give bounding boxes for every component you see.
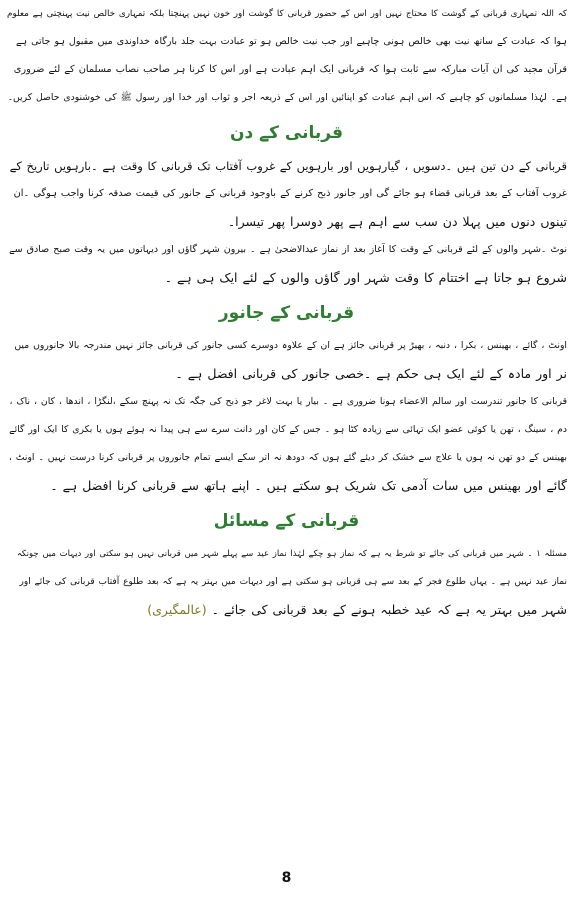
text-line: مسئلہ ۱ ۔ شہر میں قربانی کی جائے تو شرط یہ ہے کہ نماز ہو چکے لہٰذا نماز عید سے پہلے شہر میں قربانی نہیں ہو سکتی اور دیہات میں چونکہ — [16, 549, 567, 559]
intro-line: ہوا کہ عبادت کے ساتھ نیت بھی خالص ہونی چاہیے اور جب نیت خالص ہو تو عبادت بہت جلد بارگاہ خداوندی میں مقبول ہو جاتی ہے — [15, 36, 567, 47]
paragraph — [6, 332, 567, 388]
paragraph — [6, 152, 567, 236]
text-line: نوٹ ۔شہر والوں کے لئے قربانی کے وقت کا آغاز بعد از نماز عیدالاضحیٰ ہے ۔ بیرون شہر گاؤں اور دیہاتوں میں یہ وقت صبح صادق سے — [9, 244, 567, 255]
page-content — [6, 0, 567, 624]
text-line: دم ، سینگ ، تھن یا کوئی عضو ایک تہائی سے زیادہ کٹا ہو ۔ جس کے کان اور دانت سرے سے ہی پیدا نہ ہوئے ہوں یا بکری کا ایک اور گائے — [9, 424, 567, 435]
text-line: قربانی کے دن تین ہیں ۔دسویں ، گیارہویں اور بارہویں کے غروب آفتاب تک قربانی کا وقت ہے ۔بارہویں تاریخ کے — [9, 159, 567, 173]
text-line: نماز عید نہیں ہے ۔ یہاں طلوع فجر کے بعد سے ہی قربانی ہو سکتی ہے اور دیہات میں بہتر یہ ہے کہ بعد طلوع آفتاب قربانی کی جائے اور — [19, 577, 567, 587]
text-line: گائے اور بھینس میں سات آدمی تک شریک ہو سکتے ہیں ۔ اپنے ہاتھ سے قربانی کرنا افضل ہے ۔ — [50, 478, 567, 493]
intro-line: کہ اللہ تمہاری قربانی کے گوشت کا محتاج نہیں اور اس کے حضور قربانی کا گوشت اور خون نہیں پہنچتا بلکہ تمہاری خالص نیت پہنچتی ہے معلوم — [7, 9, 567, 19]
section-heading-qurbani-days: قربانی کے دن — [230, 123, 343, 143]
page-number: 8 — [281, 870, 292, 886]
intro-line: ہے۔ لہٰذا مسلمانوں کو چاہیے کہ اس اہم عبادت کو اپنائیں اور اس کے ذریعہ اجر و ثواب اور خدا اور رسول ﷺ کی خوشنودی حاصل کریں۔ — [7, 92, 567, 103]
text-line: غروب آفتاب کے بعد قربانی قضاء ہو جائے گی اور جانور ذبح کرنے کے باوجود قربانی کے جانور کی قیمت صدقہ کرنا واجب ہوگی ۔ان — [13, 188, 567, 199]
text-line: تینوں دنوں میں پہلا دن سب سے اہم ہے پھر دوسرا پھر تیسرا۔ — [227, 214, 567, 229]
intro-paragraph — [6, 0, 567, 112]
section-heading-qurbani-animals: قربانی کے جانور — [218, 303, 355, 323]
text-line: قربانی کا جانور تندرست اور سالم الاعضاء ہونا ضروری ہے ۔ بیار یا بہت لاغر جو ذبح کی جگہ تک نہ پہنچ سکے ،لنگڑا ، اندھا ، کان ، ناک ، — [9, 396, 567, 407]
text-line: اونٹ ، گائے ، بھینس ، بکرا ، دنبہ ، بھیڑ پر قربانی جائز ہے ان کے علاوہ دوسرے کسی جانور کی قربانی جائز نہیں مندرجہ بالا جانوروں میں — [14, 340, 567, 351]
text-line — [6, 596, 567, 624]
last-line-text: شہر میں بہتر یہ ہے کہ عید خطبہ ہونے کے بعد قربانی کی جائے ۔ — [211, 602, 567, 617]
note-paragraph — [6, 236, 567, 292]
intro-line: قرآن مجید کی ان آیات مبارکہ سے ثابت ہوا کہ قربانی ایک اہم عبادت ہے اور اس کا کرنا ہر صاحب نصاب مسلمان کے لئے ضروری — [13, 64, 567, 75]
text-line: نر اور مادہ کے لئے ایک ہی حکم ہے ۔خصی جانور کی قربانی افضل ہے ۔ — [175, 366, 567, 381]
paragraph — [6, 388, 567, 500]
text-line: شروع ہو جاتا ہے اختتام کا وقت شہر اور گاؤں والوں کے لئے ایک ہی ہے ۔ — [164, 270, 567, 285]
text-line: بھینس کے دو تھن نہ ہوں یا علاج سے خشک کر دیئے گئے ہوں کہ دودھ نہ اتر سکے ایسے تمام جانوروں پر قربانی کرنا درست نہیں ۔ اونٹ ، — [8, 452, 567, 463]
reference-citation: (عالمگیری) — [147, 602, 207, 617]
section-heading-qurbani-issues: قربانی کے مسائل — [213, 511, 360, 531]
paragraph — [6, 540, 567, 624]
